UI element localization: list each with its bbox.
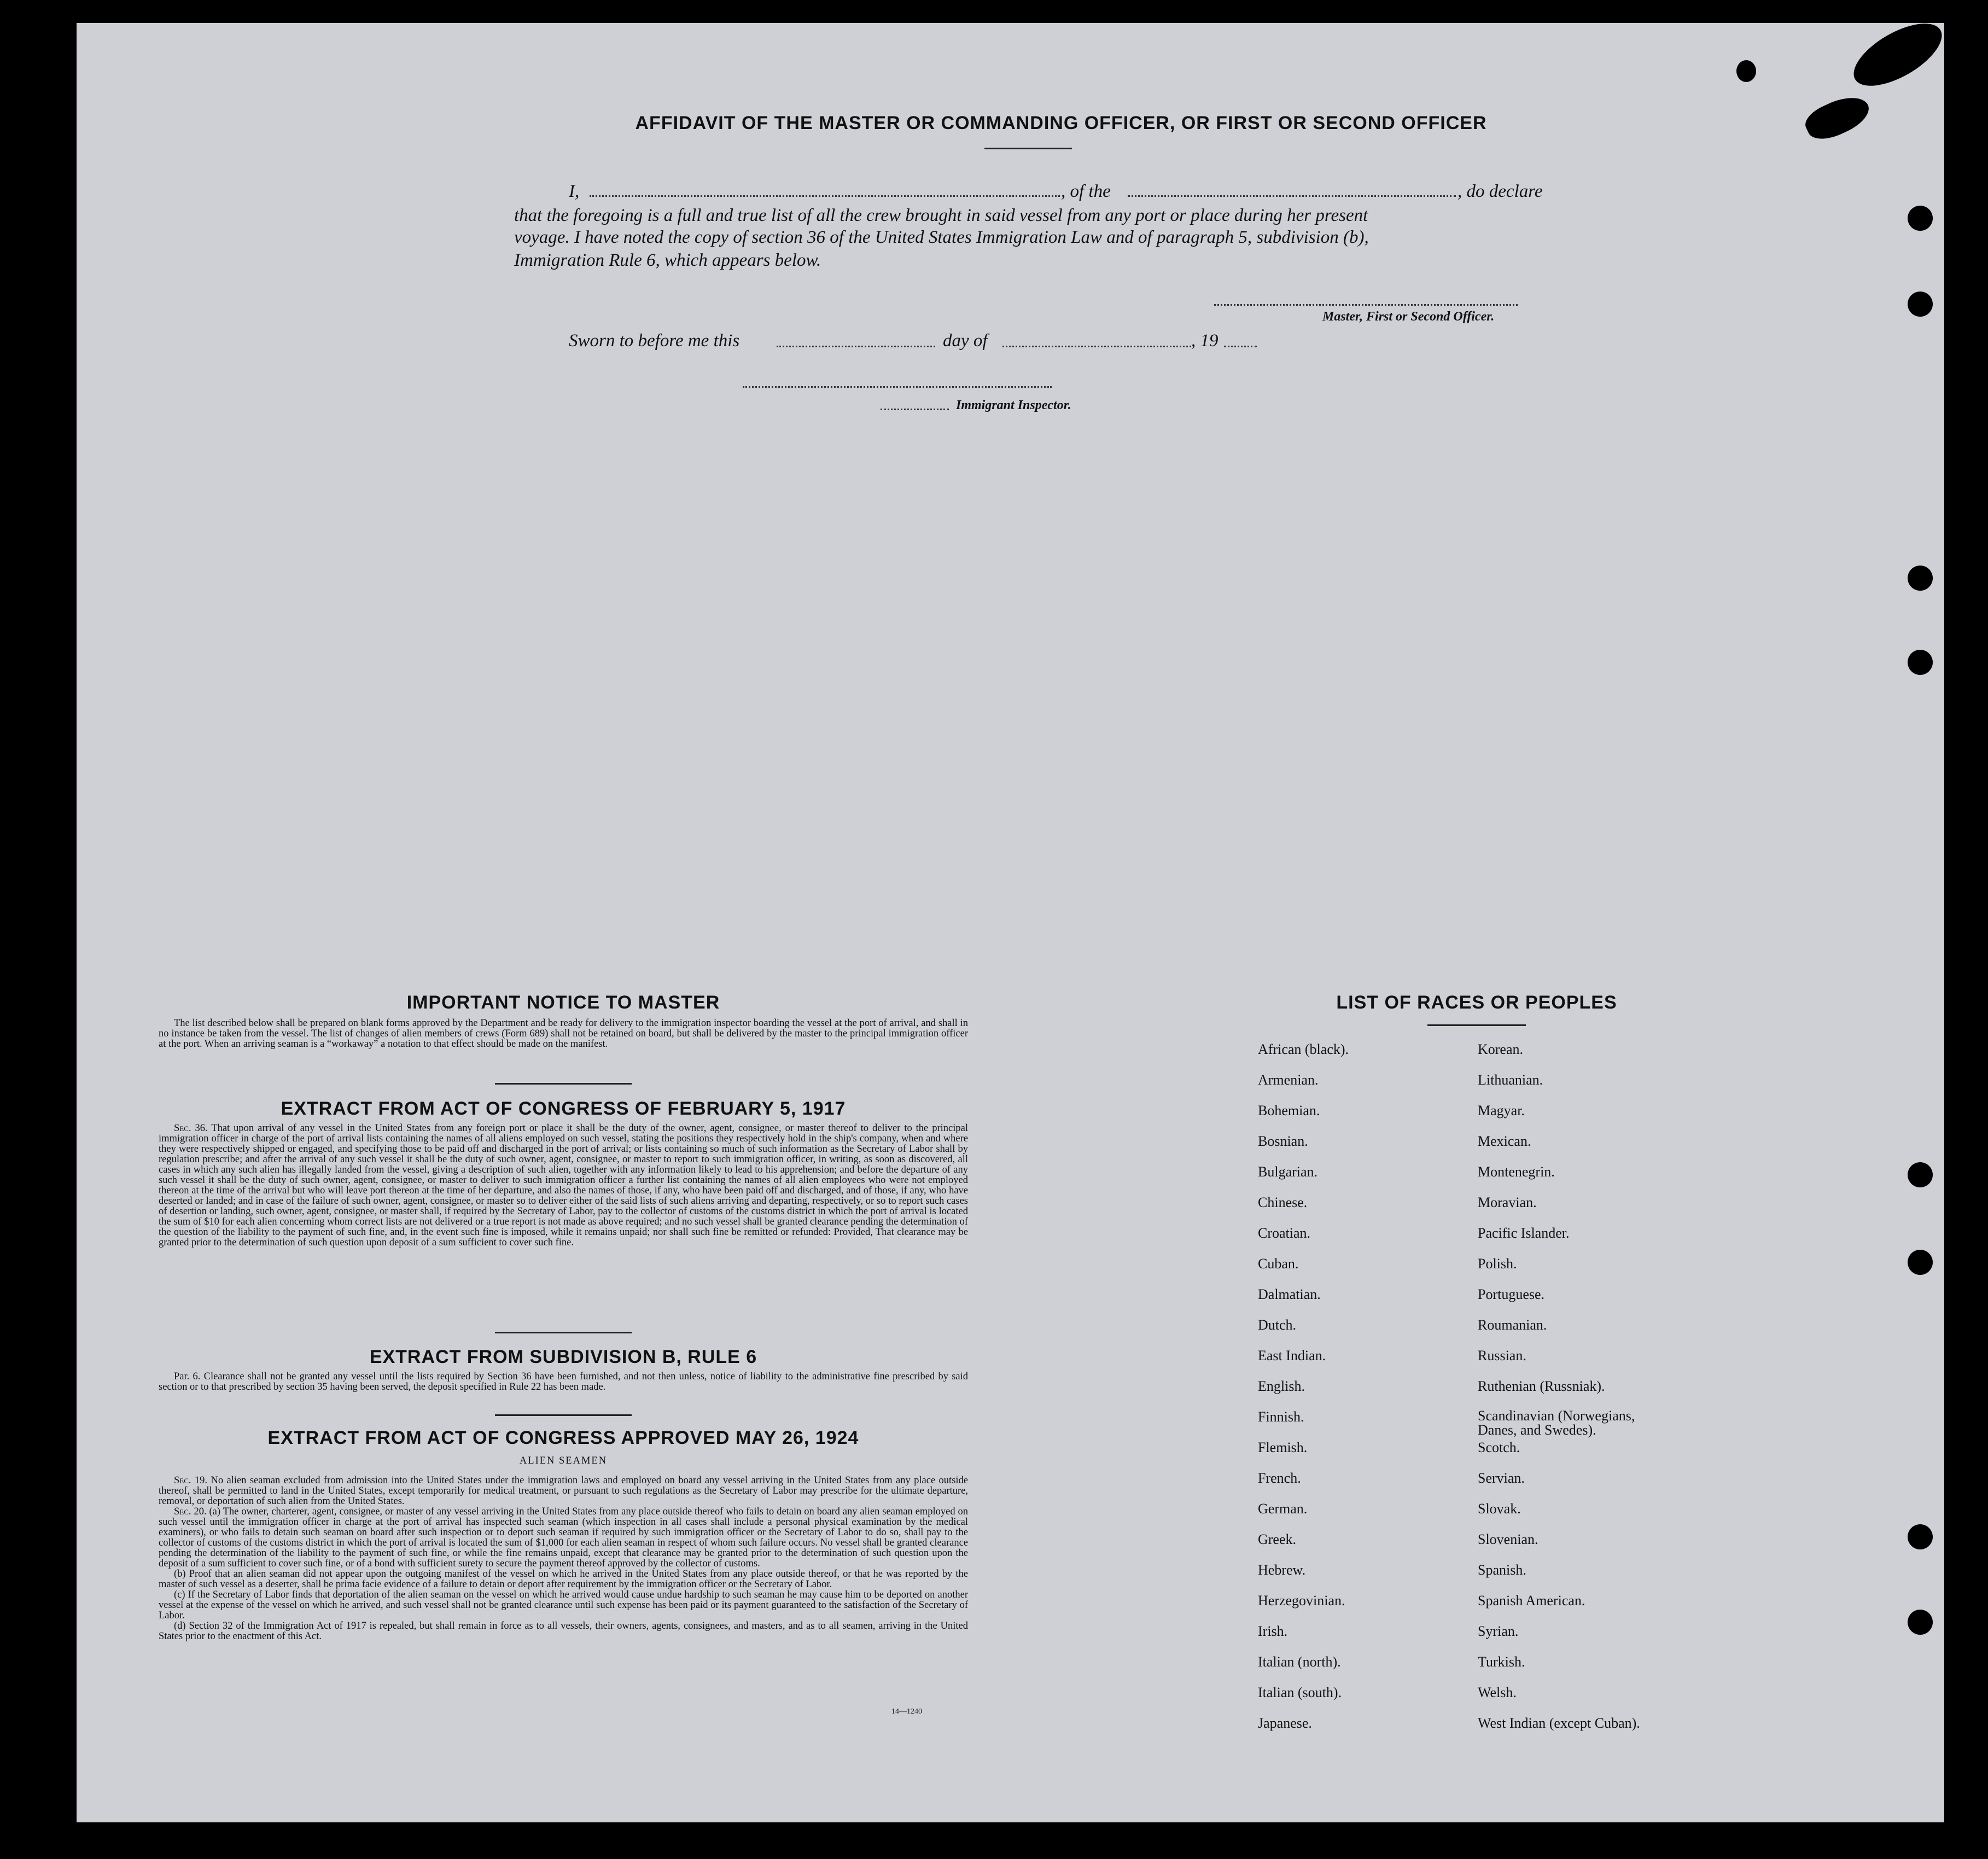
vessel-name-field[interactable] [1128, 195, 1456, 197]
sworn-text: Sworn to before me this [569, 331, 740, 351]
punch-hole [1908, 566, 1933, 591]
section-20d-text: (d) Section 32 of the Immigration Act of 1917 is repealed, but shall remain in force as to all vessels, their owners, agents, consignees, and masters, and as to all seamen, arriving in the United States prior to the enactment of this Act. [159, 1621, 968, 1642]
race-item: Polish. [1478, 1256, 1517, 1272]
race-item: Pacific Islander. [1478, 1225, 1570, 1241]
punch-hole [1908, 1524, 1933, 1549]
race-item: Spanish American. [1478, 1593, 1585, 1609]
affidavit-line-1: that the foregoing is a full and true list of all the crew brought in said vessel from any port or place during her present [514, 206, 1368, 225]
race-item: Bulgarian. [1258, 1164, 1318, 1180]
extract-1917-text [159, 1123, 968, 1248]
year-prefix: , 19 [1191, 331, 1219, 351]
race-item: Japanese. [1258, 1715, 1312, 1731]
punch-hole [1908, 650, 1933, 675]
extract-1917-title: EXTRACT FROM ACT OF CONGRESS OF FEBRUARY 5, 1917 [281, 1098, 846, 1119]
race-item: Turkish. [1478, 1654, 1525, 1670]
race-item: French. [1258, 1470, 1301, 1486]
punch-hole [1908, 1250, 1933, 1275]
race-item: Dutch. [1258, 1317, 1297, 1333]
inspector-caption: Immigrant Inspector. [956, 398, 1071, 412]
race-item: Hebrew. [1258, 1562, 1306, 1578]
section-divider [495, 1414, 632, 1416]
race-item: Greek. [1258, 1531, 1297, 1547]
race-item: African (black). [1258, 1041, 1349, 1057]
races-title: LIST OF RACES OR PEOPLES [1336, 992, 1617, 1013]
alien-seamen-subtitle: ALIEN SEAMEN [519, 1455, 608, 1466]
punch-hole [1908, 1610, 1933, 1635]
race-item: Portuguese. [1478, 1286, 1545, 1302]
extract-rule6-text: Par. 6. Clearance shall not be granted any vessel until the lists required by Section 36 have been furnished, and not then unless, notice of liability to the administrative fine prescribed by said section or to that prescribed by section 35 having been served, the deposit specified in Rule 22 has been made. [159, 1371, 968, 1392]
race-item: Moravian. [1478, 1194, 1537, 1210]
race-item: Lithuanian. [1478, 1072, 1543, 1088]
signature-caption: Master, First or Second Officer. [1322, 310, 1495, 324]
race-item: Magyar. [1478, 1103, 1525, 1118]
section-20b-text: (b) Proof that an alien seaman did not appear upon the outgoing manifest of the vessel on which he arrived in the United States from any place outside thereof, or that he was reported by the master of such vessel as a deserter, shall be prima facie evidence of a failure to detain or deport after requirement by the immigration officer or the Secretary of Labor. [159, 1569, 968, 1590]
section-36-text: That upon arrival of any vessel in the United States from any foreign port or place it shall be the duty of the owner, agent, consignee, or master thereof to deliver to the principal immigration officer in charge of the port of arrival lists containing the names of all aliens employed on such vessel, stating the positions they respectively hold in the ship's company, when and where they were respectively shipped or engaged, and specifying those to be paid off and discharged in the port of arrival; or lists containing so much of such information as the Secretary of Labor shall by regulation prescribe; and after the arrival of any such vessel it shall be the duty of such owner, agent, consignee, or master to report to such immigration officer, in writing, as soon as discovered, all cases in which any such alien has illegally landed from the vessel, giving a description of such alien, together with any information likely to lead to his apprehension; and before the departure of any such vessel it shall be the duty of such owner, agent, consignee, or master to deliver to such immigration officer a further list containing the names of all alien employees who were not employed thereon at the time of the arrival but who will leave port thereon at the time of her departure, and also the names of those, if any, who have been paid off and discharged, and of those, if any, who have deserted or landed; and in case of the failure of such owner, agent, consignee, or master so to deliver either of the said lists of such aliens arriving and departing, respectively, or so to report such cases of desertion or landing, such owner, agent, consignee, or master shall, if required by the Secretary of Labor, pay to the collector of customs of the customs district in which the port of arrival is located the sum of $10 for each alien concerning whom correct lists are not delivered or a true report is not made as above required; and no such vessel shall be granted clearance pending the determination of the question of the liability to the payment of such fine, and, in the event such fine is imposed, while it remains unpaid; nor shall such fine be remitted or refunded: Provided, That clearance may be granted prior to the determination of such question upon deposit of a sum sufficient to cover such fine. [159, 1123, 968, 1248]
race-item: Croatian. [1258, 1225, 1311, 1241]
race-item: Herzegovinian. [1258, 1593, 1345, 1609]
section-divider [495, 1332, 632, 1333]
section-20c-text: (c) If the Secretary of Labor finds that deportation of the alien seaman on the vessel on which he arrived would cause undue hardship to such seaman he may cause him to be deported on another vessel at the expense of the vessel on which he arrived, and such vessel shall not be granted clearance until such expense has been paid or its payment guaranteed to the satisfaction of the Secretary of Labor. [159, 1589, 968, 1621]
race-item: Scotch. [1478, 1440, 1520, 1455]
form-number: 14—1240 [891, 1708, 922, 1716]
race-item: Italian (south). [1258, 1685, 1342, 1700]
races-left-column [1258, 1041, 1349, 1746]
title-underline [984, 148, 1072, 149]
affiant-name-field[interactable] [590, 195, 1060, 197]
race-item: Mexican. [1478, 1133, 1531, 1149]
section-20a-text: (a) The owner, charterer, agent, consignee, or master of any vessel arriving in the United States from any place outside thereof who fails to detain on board any alien seaman employed on such vessel until the immigration officer in charge at the port of arrival has inspected such seaman (which inspection in all cases shall include a personal physical examination by the medical examiners), or who fails to detain such seaman on board after such inspection or to deport such seaman if required by such immigration officer or the Secretary of Labor to do so, shall pay to the collector of customs of the customs district in which the port of arrival is located the sum of $1,000 for each alien seaman in respect of whom such failure occurs. No vessel shall be granted clearance pending the determination of the liability to the payment of such fine, or while the fine remains unpaid, except that clearance may be granted prior to the determination of such question upon the deposit of a sum sufficient to cover such fine, or of a bond with sufficient surety to secure the payment thereof approved by the collector of customs. [159, 1506, 969, 1569]
race-item: East Indian. [1258, 1348, 1326, 1363]
race-item: Italian (north). [1258, 1654, 1341, 1670]
day-of-text: day of [943, 331, 988, 351]
race-item: Welsh. [1478, 1685, 1517, 1700]
inspector-signature-line[interactable] [743, 386, 1052, 388]
section-label: Sec. 19. [174, 1475, 208, 1486]
sworn-month-field[interactable] [1002, 346, 1191, 347]
race-item: Bohemian. [1258, 1103, 1320, 1118]
race-item: Syrian. [1478, 1623, 1519, 1639]
affidavit-line-3: Immigration Rule 6, which appears below. [514, 250, 821, 270]
race-item: Dalmatian. [1258, 1286, 1321, 1302]
race-item: Cuban. [1258, 1256, 1299, 1272]
race-item: Spanish. [1478, 1562, 1526, 1578]
race-item: Slovak. [1478, 1501, 1521, 1517]
extract-rule6-title: EXTRACT FROM SUBDIVISION B, RULE 6 [369, 1347, 757, 1367]
race-item: Irish. [1258, 1623, 1288, 1639]
sworn-year-field[interactable] [1224, 346, 1257, 347]
race-item: Montenegrin. [1478, 1164, 1555, 1180]
of-the-text: , of the [1061, 182, 1111, 201]
race-item: Slovenian. [1478, 1531, 1538, 1547]
affiant-prefix: I, [569, 182, 580, 201]
declare-text: , do declare [1458, 182, 1543, 201]
section-label: Sec. 36. [174, 1123, 208, 1134]
affidavit-line-2: voyage. I have noted the copy of section 36 of the United States Immigration Law and of paragraph 5, subdivision (b), [514, 228, 1369, 247]
ink-blot [1736, 60, 1756, 82]
race-item: Scandinavian (Norwegians, Danes, and Swedes). [1478, 1408, 1635, 1438]
race-item: Korean. [1478, 1041, 1524, 1057]
race-item: Ruthenian (Russniak). [1478, 1378, 1605, 1394]
section-19-text: No alien seaman excluded from admission into the United States under the immigration laws and employed on board any vessel arriving in the United States from any place outside thereof, shall be permitted to land in the United States, except temporarily for medical treatment, or pursuant to such regulations as the Secretary of Labor may prescribe for the ultimate departure, removal, or deportation of such alien from the United States. [159, 1475, 968, 1507]
race-item: Servian. [1478, 1470, 1525, 1486]
extract-1924-text [159, 1476, 968, 1642]
race-item: German. [1258, 1501, 1308, 1517]
punch-hole [1908, 1162, 1933, 1187]
races-right-column [1478, 1041, 1675, 1746]
notice-text: The list described below shall be prepared on blank forms approved by the Department and be ready for delivery to the immigration inspector boarding the vessel at the port of arrival, and shall in no instance be taken from the vessel. The list of changes of alien members of crews (Form 689) shall not be retained on board, but shall be delivered by the master to the principal immigration officer at the port. When an arriving seaman is a “workaway” a notation to that effect should be made on the manifest. [159, 1018, 968, 1050]
race-item: Roumanian. [1478, 1317, 1547, 1333]
notice-title: IMPORTANT NOTICE TO MASTER [406, 992, 720, 1013]
inspector-name-field[interactable] [881, 409, 949, 410]
race-item: Armenian. [1258, 1072, 1319, 1088]
punch-hole [1908, 292, 1933, 317]
section-label: Sec. 20. [174, 1506, 207, 1517]
race-item: Flemish. [1258, 1440, 1308, 1455]
affidavit-title: AFFIDAVIT OF THE MASTER OR COMMANDING OFFICER, OR FIRST OR SECOND OFFICER [635, 113, 1487, 133]
race-item: West Indian (except Cuban). [1478, 1715, 1640, 1731]
punch-hole [1908, 206, 1933, 231]
extract-1924-title: EXTRACT FROM ACT OF CONGRESS APPROVED MAY 26, 1924 [267, 1427, 859, 1448]
race-item: Russian. [1478, 1348, 1526, 1363]
section-divider [495, 1083, 632, 1085]
signature-line[interactable] [1214, 304, 1518, 306]
race-item: Bosnian. [1258, 1133, 1308, 1149]
races-underline [1427, 1024, 1526, 1026]
sworn-day-field[interactable] [777, 346, 935, 347]
race-item: English. [1258, 1378, 1305, 1394]
race-item: Chinese. [1258, 1194, 1308, 1210]
race-item: Finnish. [1258, 1409, 1304, 1425]
